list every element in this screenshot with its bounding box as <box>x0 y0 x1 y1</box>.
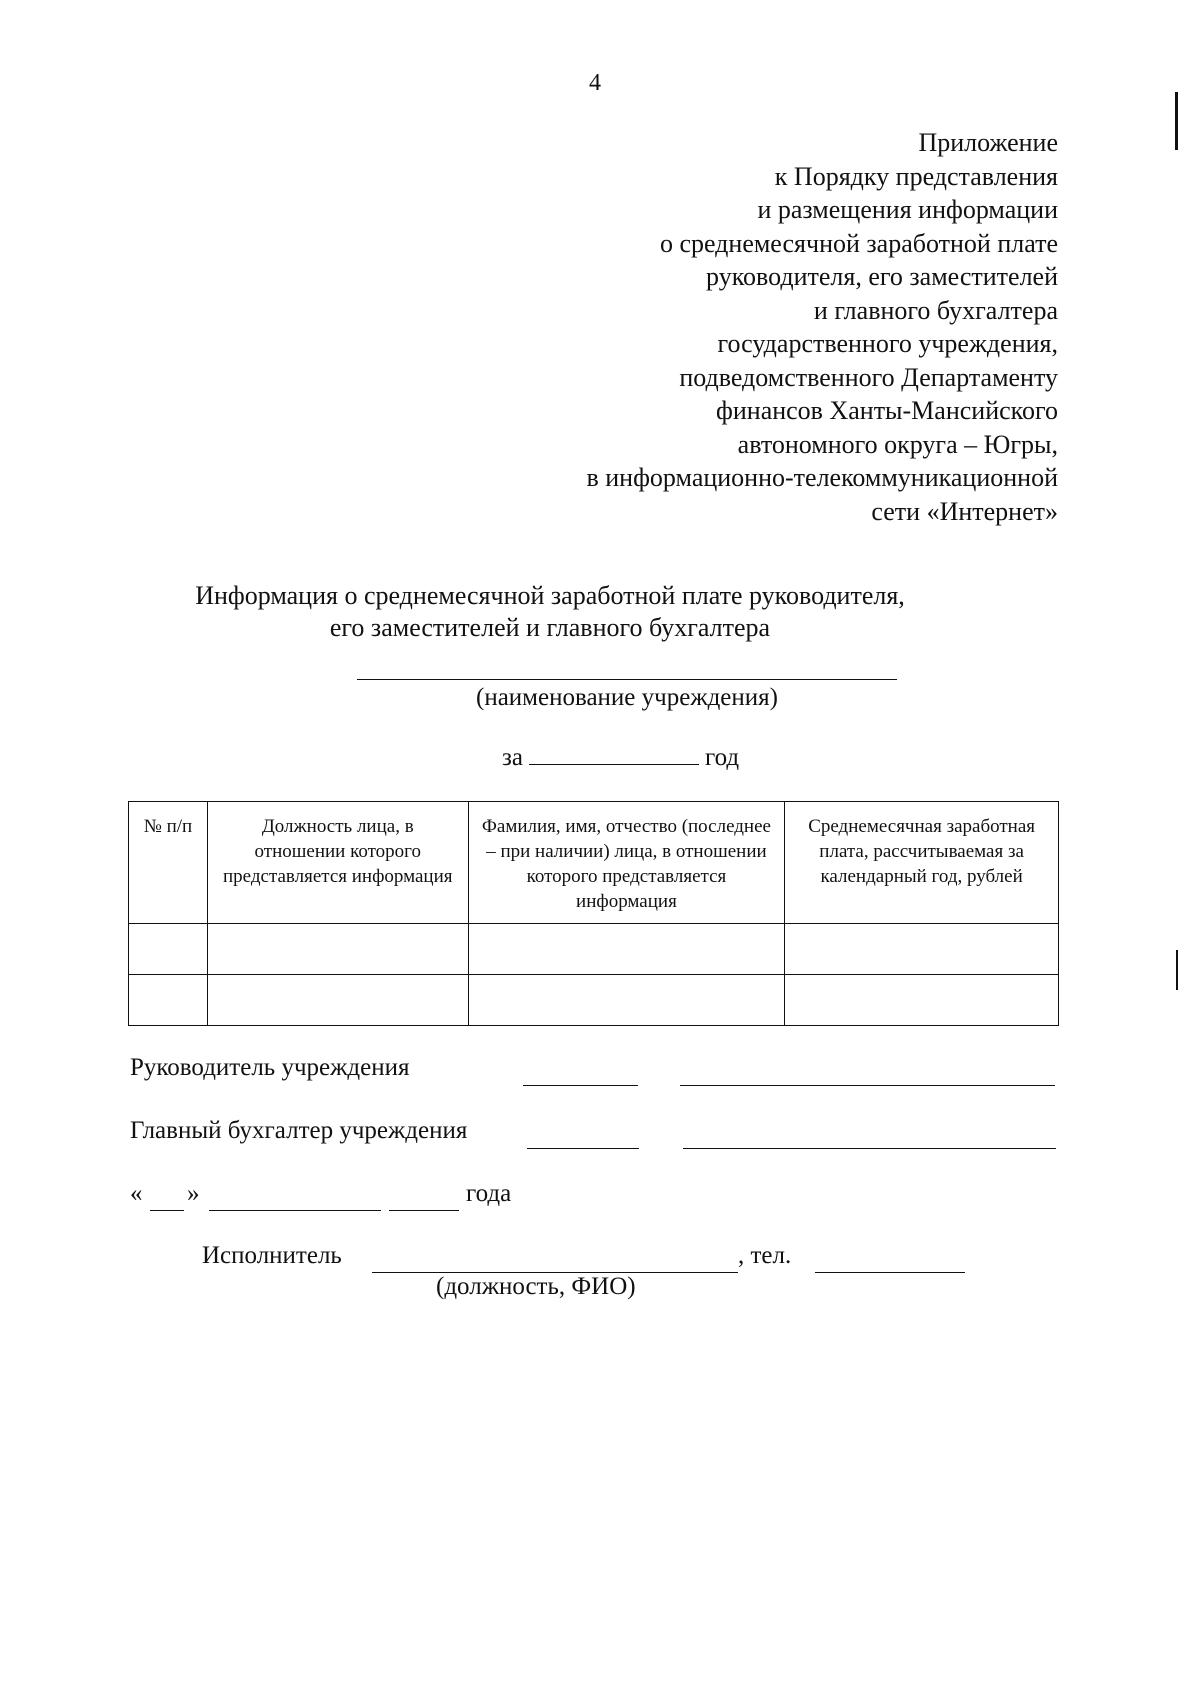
period-row <box>502 742 739 772</box>
page-number: 4 <box>589 70 601 96</box>
title-line-1: Информация о среднемесячной заработной плате руководителя, <box>195 581 905 610</box>
phone-label: , тел. <box>738 1242 792 1269</box>
table-cell[interactable] <box>207 975 468 1026</box>
appendix-line: сети «Интернет» <box>871 496 1058 526</box>
salary-table <box>128 801 1059 1026</box>
appendix-line: и размещения информации <box>757 195 1058 224</box>
head-signature-blank[interactable] <box>523 1085 638 1086</box>
head-name-blank[interactable] <box>680 1085 1055 1086</box>
appendix-line: к Порядку представления <box>774 161 1058 191</box>
table-cell[interactable] <box>129 924 208 975</box>
date-month-blank[interactable] <box>209 1210 381 1211</box>
table-cell[interactable] <box>785 924 1059 975</box>
period-suffix: год <box>704 744 740 771</box>
institution-name-blank[interactable] <box>357 679 897 680</box>
title-line-2: его заместителей и главного бухгалтера <box>329 613 771 642</box>
document-title <box>150 580 950 644</box>
appendix-note <box>586 126 1058 528</box>
appendix-line: Приложение <box>918 128 1058 157</box>
appendix-line: в информационно-телекоммуникационной <box>586 463 1058 492</box>
date-suffix: года <box>466 1180 512 1207</box>
table-cell[interactable] <box>129 975 208 1026</box>
scan-mark <box>1175 92 1178 150</box>
table-cell[interactable] <box>785 975 1059 1026</box>
appendix-line: и главного бухгалтера <box>813 295 1058 325</box>
appendix-line: финансов Ханты-Мансийского <box>716 396 1058 425</box>
date-year-blank[interactable] <box>389 1210 459 1211</box>
date-day-blank[interactable] <box>150 1210 184 1211</box>
table-cell[interactable] <box>468 975 785 1026</box>
date-open-quote: « <box>130 1180 143 1207</box>
header-position: Должность лица, в отношении которого представляется информация <box>207 802 468 924</box>
institution-caption: (наименование учреждения) <box>476 684 778 711</box>
table-cell[interactable] <box>468 924 785 975</box>
header-average-salary: Среднемесячная заработная плата, рассчитываемая за календарный год, рублей <box>785 802 1059 924</box>
accountant-label: Главный бухгалтер учреждения <box>130 1117 468 1144</box>
header-number: № п/п <box>129 802 208 924</box>
table-row <box>129 924 1059 975</box>
year-blank[interactable] <box>529 742 699 765</box>
accountant-name-blank[interactable] <box>683 1148 1056 1149</box>
table-row <box>129 975 1059 1026</box>
accountant-signature-blank[interactable] <box>527 1148 639 1149</box>
appendix-line: подведомственного Департаменту <box>679 362 1058 392</box>
date-close-quote: » <box>187 1180 200 1207</box>
appendix-line: о среднемесячной заработной плате <box>659 228 1058 258</box>
header-full-name: Фамилия, имя, отчество (последнее – при наличии) лица, в отношении которого представляется информация <box>468 802 785 924</box>
executor-label: Исполнитель <box>202 1242 342 1269</box>
head-label: Руководитель учреждения <box>130 1054 410 1081</box>
appendix-line: автономного округа – Югры, <box>737 429 1058 459</box>
period-prefix: за <box>502 744 523 771</box>
executor-caption: (должность, ФИО) <box>436 1273 636 1300</box>
appendix-line: руководителя, его заместителей <box>706 262 1058 291</box>
table-cell[interactable] <box>207 924 468 975</box>
scan-mark <box>1176 950 1178 990</box>
appendix-line: государственного учреждения, <box>717 329 1058 358</box>
table-header-row <box>129 802 1059 924</box>
phone-blank[interactable] <box>815 1272 965 1273</box>
